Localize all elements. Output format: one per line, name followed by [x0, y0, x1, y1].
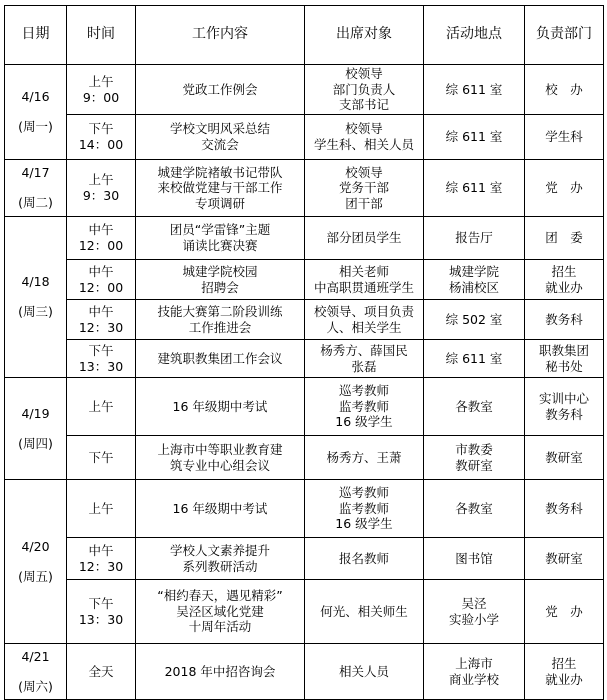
content-cell	[136, 300, 305, 340]
cell-line: 支部书记	[338, 97, 389, 113]
table-row	[5, 480, 604, 538]
content-cell	[136, 580, 305, 644]
time-cell	[67, 217, 136, 260]
cell-line: 杨浦校区	[448, 279, 499, 295]
attendees-cell	[305, 115, 424, 160]
time-cell	[67, 115, 136, 160]
cell-line: 人、相关学生	[326, 319, 402, 335]
cell-line: 校 办	[545, 81, 583, 97]
cell-line: 杨秀方、王萧	[326, 449, 402, 465]
cell-line: 2018 年中招咨询会	[164, 663, 276, 679]
cell-line: 技能大赛第二阶段训练	[157, 303, 283, 319]
cell-line: 就业办	[545, 279, 583, 295]
cell-line: 监考教师	[338, 500, 389, 516]
location-cell	[424, 480, 525, 538]
cell-line: 商业学校	[448, 671, 499, 687]
cell-line: 团干部	[345, 195, 383, 211]
cell-line: 综 611 室	[445, 180, 503, 196]
cell-line: 巡考教师	[338, 485, 389, 501]
cell-line: 9：00	[82, 89, 120, 105]
content-cell	[136, 260, 305, 300]
cell-line: 中午	[88, 222, 114, 238]
cell-line: 中午	[88, 542, 114, 558]
location-cell	[424, 538, 525, 580]
attendees-cell	[305, 538, 424, 580]
cell-line: 上海市	[455, 655, 493, 671]
cell-line: 市教委	[455, 441, 493, 457]
cell-line: 教研室	[545, 550, 583, 566]
cell-line: 来校做党建与干部工作	[157, 180, 283, 196]
cell-line: 监考教师	[338, 398, 389, 414]
cell-line: 中午	[88, 303, 114, 319]
cell-line: 学校文明风采总结	[169, 121, 270, 137]
header-date: 日期	[5, 6, 67, 65]
cell-line: 报告厅	[455, 230, 493, 246]
table-row	[5, 436, 604, 480]
cell-line: 16 级学生	[335, 516, 393, 532]
cell-line: 相关人员	[338, 663, 389, 679]
date-label: 4/20	[21, 538, 50, 554]
cell-line: 图书馆	[455, 550, 493, 566]
location-cell	[424, 300, 525, 340]
dept-cell	[525, 436, 604, 480]
cell-line: 党务干部	[338, 180, 389, 196]
time-cell	[67, 538, 136, 580]
cell-line: 14：00	[78, 137, 124, 152]
cell-line: 吴泾	[461, 595, 487, 611]
header-row	[5, 6, 604, 65]
cell-line: 综 611 室	[445, 81, 503, 97]
cell-line: 下午	[88, 121, 114, 137]
content-cell	[136, 436, 305, 480]
attendees-cell	[305, 260, 424, 300]
location-cell	[424, 644, 525, 700]
dept-cell	[525, 580, 604, 644]
cell-line: 筑专业中心组会议	[169, 457, 270, 473]
dept-cell	[525, 378, 604, 436]
header-dept: 负责部门	[525, 6, 604, 65]
attendees-cell	[305, 65, 424, 115]
cell-line: 教务科	[545, 311, 583, 327]
dept-cell	[525, 480, 604, 538]
content-cell	[136, 65, 305, 115]
table-row	[5, 538, 604, 580]
cell-line: 专项调研	[194, 195, 245, 211]
cell-line: 报名教师	[338, 550, 389, 566]
location-cell	[424, 160, 525, 217]
time-cell	[67, 580, 136, 644]
date-cell	[5, 480, 67, 644]
date-label: 4/17	[21, 165, 50, 181]
cell-line: 建筑职教集团工作会议	[157, 350, 283, 366]
cell-line: 党 办	[545, 603, 583, 619]
cell-line: 中高职贯通班学生	[313, 279, 414, 295]
time-cell	[67, 436, 136, 480]
cell-line: 综 611 室	[445, 129, 503, 145]
content-cell	[136, 160, 305, 217]
table-row	[5, 115, 604, 160]
cell-line: 各教室	[455, 398, 493, 414]
cell-line: 16 级学生	[335, 414, 393, 430]
weekday-label: (周四)	[18, 435, 53, 451]
header-content: 工作内容	[136, 6, 305, 65]
date-label: 4/19	[21, 405, 50, 421]
cell-line: 相关老师	[338, 263, 389, 279]
dept-cell	[525, 115, 604, 160]
attendees-cell	[305, 160, 424, 217]
cell-line: 12：00	[78, 238, 124, 253]
cell-line: 各教室	[455, 500, 493, 516]
cell-line: 吴泾区域化党建	[176, 603, 264, 619]
cell-line: 12：30	[78, 319, 124, 335]
cell-line: 巡考教师	[338, 383, 389, 399]
cell-line: 诵读比赛决赛	[182, 238, 258, 253]
table-row	[5, 644, 604, 700]
cell-line: 上海市中等职业教育建	[157, 441, 283, 457]
cell-line: 校领导、项目负责	[313, 303, 414, 319]
dept-cell	[525, 260, 604, 300]
date-cell	[5, 160, 67, 217]
attendees-cell	[305, 217, 424, 260]
cell-line: “相约春天，遇见精彩”	[157, 588, 283, 604]
location-cell	[424, 340, 525, 378]
cell-line: 张磊	[351, 358, 377, 374]
cell-line: 校领导	[345, 164, 383, 180]
cell-line: 职教集团	[538, 342, 589, 358]
content-cell	[136, 340, 305, 378]
cell-line: 秘书处	[545, 358, 583, 374]
cell-line: 中午	[88, 263, 114, 279]
location-cell	[424, 115, 525, 160]
table-row	[5, 300, 604, 340]
table-row	[5, 340, 604, 378]
attendees-cell	[305, 378, 424, 436]
cell-line: 工作推进会	[188, 319, 252, 335]
cell-line: 杨秀方、薛国民	[320, 342, 408, 358]
location-cell	[424, 378, 525, 436]
cell-line: 何光、相关师生	[320, 603, 408, 619]
attendees-cell	[305, 340, 424, 378]
cell-line: 上午	[88, 500, 114, 516]
attendees-cell	[305, 436, 424, 480]
date-label: 4/18	[21, 274, 50, 290]
cell-line: 13：30	[78, 358, 124, 374]
dept-cell	[525, 65, 604, 115]
cell-line: 十周年活动	[188, 619, 252, 635]
content-cell	[136, 217, 305, 260]
time-cell	[67, 340, 136, 378]
cell-line: 下午	[88, 449, 114, 465]
cell-line: 教务科	[545, 406, 583, 422]
cell-line: 教研室	[545, 449, 583, 465]
cell-line: 校领导	[345, 66, 383, 82]
dept-cell	[525, 217, 604, 260]
time-cell	[67, 480, 136, 538]
cell-line: 交流会	[201, 137, 239, 152]
table-row	[5, 260, 604, 300]
cell-line: 系列教研活动	[182, 558, 258, 574]
cell-line: 就业办	[545, 671, 583, 687]
cell-line: 综 611 室	[445, 350, 503, 366]
header-location: 活动地点	[424, 6, 525, 65]
time-cell	[67, 65, 136, 115]
table-row	[5, 217, 604, 260]
cell-line: 招聘会	[201, 279, 239, 295]
cell-line: 团 委	[545, 230, 583, 246]
header-time: 时间	[67, 6, 136, 65]
cell-line: 9：30	[82, 188, 120, 203]
location-cell	[424, 217, 525, 260]
cell-line: 部门负责人	[332, 81, 396, 97]
cell-line: 党 办	[545, 180, 583, 196]
location-cell	[424, 580, 525, 644]
cell-line: 招生	[551, 263, 577, 279]
cell-line: 16 年级期中考试	[172, 500, 268, 516]
time-cell	[67, 644, 136, 700]
table-row	[5, 378, 604, 436]
dept-cell	[525, 340, 604, 378]
cell-line: 团员“学雷锋”主题	[169, 222, 271, 238]
cell-line: 学生科	[545, 129, 583, 145]
table-row	[5, 65, 604, 115]
cell-line: 城建学院	[448, 263, 499, 279]
content-cell	[136, 480, 305, 538]
weekday-label: (周三)	[18, 304, 53, 319]
cell-line: 部分团员学生	[326, 230, 402, 246]
dept-cell	[525, 644, 604, 700]
cell-line: 教研室	[455, 457, 493, 473]
cell-line: 12：30	[78, 558, 124, 574]
dept-cell	[525, 538, 604, 580]
content-cell	[136, 538, 305, 580]
location-cell	[424, 260, 525, 300]
time-cell	[67, 378, 136, 436]
header-attendees: 出席对象	[305, 6, 424, 65]
date-cell	[5, 65, 67, 160]
date-cell	[5, 217, 67, 378]
weekday-label: (周六)	[18, 678, 53, 694]
cell-line: 12：00	[78, 279, 124, 295]
dept-cell	[525, 160, 604, 217]
cell-line: 实训中心	[538, 390, 589, 406]
attendees-cell	[305, 580, 424, 644]
cell-line: 学生科、相关人员	[313, 137, 414, 152]
cell-line: 下午	[88, 342, 114, 358]
cell-line: 校领导	[345, 121, 383, 137]
content-cell	[136, 378, 305, 436]
time-cell	[67, 160, 136, 217]
table-row	[5, 580, 604, 644]
time-cell	[67, 300, 136, 340]
cell-line: 16 年级期中考试	[172, 398, 268, 414]
cell-line: 学校人文素养提升	[169, 542, 270, 558]
cell-line: 城建学院校园	[182, 263, 258, 279]
attendees-cell	[305, 480, 424, 538]
date-label: 4/21	[21, 648, 50, 664]
cell-line: 上午	[88, 398, 114, 414]
cell-line: 城建学院褚敏书记带队	[157, 164, 283, 180]
date-label: 4/16	[21, 89, 50, 105]
content-cell	[136, 115, 305, 160]
weekday-label: (周二)	[18, 195, 53, 210]
cell-line: 党政工作例会	[182, 81, 258, 97]
cell-line: 实验小学	[448, 611, 499, 627]
table-row	[5, 160, 604, 217]
cell-line: 教务科	[545, 500, 583, 516]
attendees-cell	[305, 644, 424, 700]
dept-cell	[525, 300, 604, 340]
content-cell	[136, 644, 305, 700]
schedule-table	[4, 5, 604, 700]
cell-line: 招生	[551, 655, 577, 671]
cell-line: 上午	[88, 73, 114, 89]
cell-line: 13：30	[78, 611, 124, 627]
cell-line: 上午	[88, 172, 114, 188]
cell-line: 下午	[88, 595, 114, 611]
date-cell	[5, 644, 67, 700]
attendees-cell	[305, 300, 424, 340]
time-cell	[67, 260, 136, 300]
cell-line: 全天	[88, 663, 114, 679]
cell-line: 综 502 室	[445, 311, 503, 327]
location-cell	[424, 436, 525, 480]
date-cell	[5, 378, 67, 480]
weekday-label: (周一)	[18, 119, 53, 134]
weekday-label: (周五)	[18, 568, 53, 584]
location-cell	[424, 65, 525, 115]
